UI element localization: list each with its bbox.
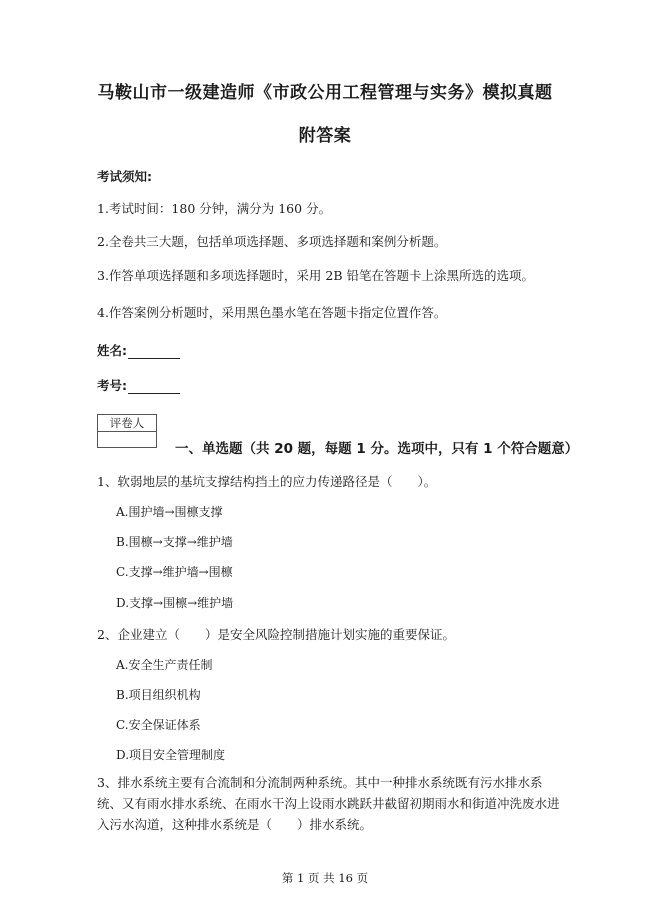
name-field: [97, 341, 180, 359]
question-option: C.支撑→维护墙→围檩: [116, 565, 233, 579]
id-blank: [128, 381, 180, 394]
notice-item: 2.全卷共三大题，包括单项选择题、多项选择题和案例分析题。: [97, 234, 447, 249]
question-stem: 2、企业建立（ ）是安全风险控制措施计划实施的重要保证。: [97, 627, 455, 642]
question-option: C.安全保证体系: [116, 718, 201, 732]
notice-item: 3.作答单项选择题和多项选择题时，采用 2B 铅笔在答题卡上涂黑所选的选项。: [97, 268, 535, 283]
section-heading: 一、单选题（共 20 题，每题 1 分。选项中，只有 1 个符合题意）: [175, 441, 579, 457]
name-label: 姓名:: [97, 343, 127, 358]
page-footer: 第 1 页 共 16 页: [281, 871, 369, 885]
document-title: 马鞍山市一级建造师《市政公用工程管理与实务》模拟真题: [97, 83, 553, 103]
question-option: A.围护墙→围檩支撑: [116, 505, 223, 519]
question-option: D.项目安全管理制度: [116, 748, 226, 762]
question-option: A.安全生产责任制: [116, 658, 213, 672]
name-blank: [128, 346, 180, 359]
id-label: 考号:: [97, 378, 127, 393]
reviewer-label: 评卷人: [109, 416, 145, 430]
question-stem: 1、软弱地层的基坑支撑结构挡土的应力传递路径是（ ）。: [97, 474, 437, 489]
notice-heading: 考试须知:: [97, 169, 152, 184]
notice-item: 1.考试时间：180 分钟，满分为 160 分。: [97, 201, 332, 216]
question-option: B.项目组织机构: [116, 688, 201, 702]
question-option: D.支撑→围檩→维护墙: [116, 596, 234, 610]
id-field: [97, 376, 180, 394]
reviewer-divider: [98, 431, 156, 432]
notice-item: 4.作答案例分析题时，采用黑色墨水笔在答题卡指定位置作答。: [97, 305, 447, 320]
question-option: B.围檩→支撑→维护墙: [116, 535, 233, 549]
document-subtitle: 附答案: [298, 126, 352, 146]
reviewer-box: [97, 414, 157, 448]
question-stem: 3、排水系统主要有合流制和分流制两种系统。其中一种排水系统既有污水排水系统、又有雨水排水系统、在雨水干沟上设雨水跳跃井截留初期雨水和街道冲洗废水进入污水沟道，这种排水系统是（ ）排水系统。: [97, 775, 560, 832]
